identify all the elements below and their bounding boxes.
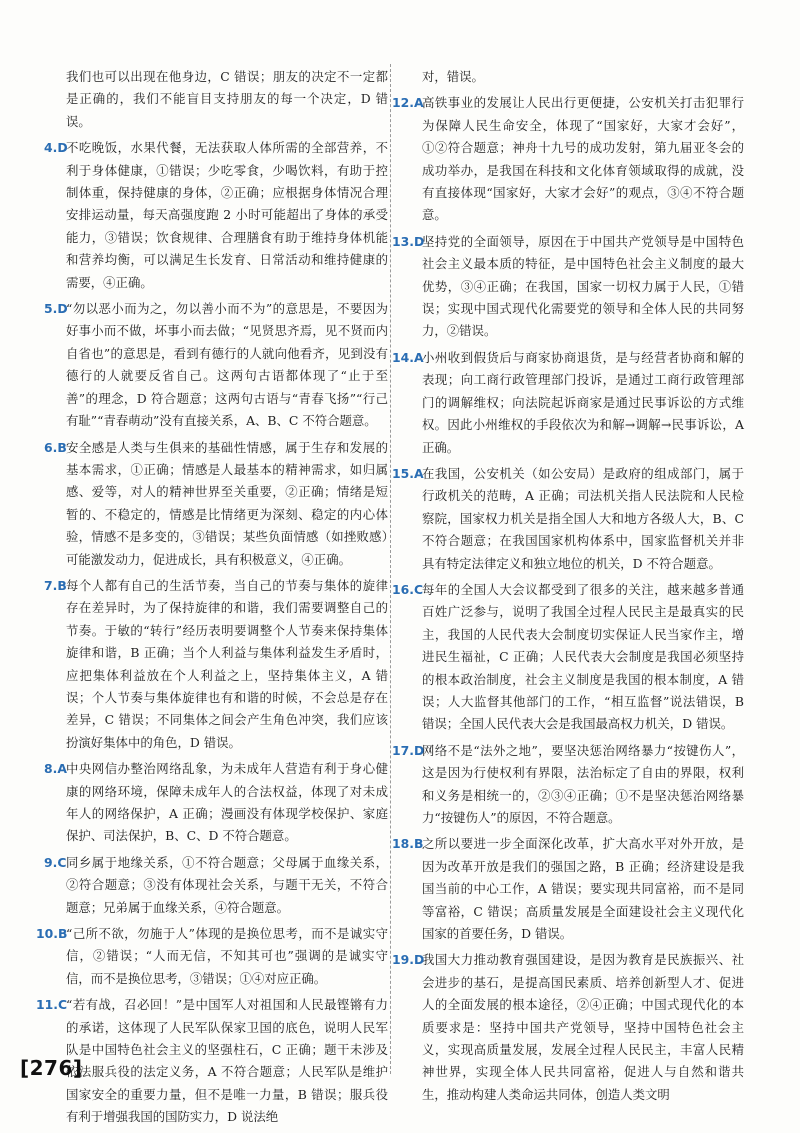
answer-item <box>392 833 744 945</box>
question-number: 16.C <box>392 581 424 597</box>
answer-text: 同乡属于地缘关系，①不符合题意；父母属于血缘关系，②符合题意；③没有体现社会关系，与题干无关，不符合题意；兄弟属于血缘关系，④符合题意。 <box>66 854 388 915</box>
answer-item <box>44 575 388 754</box>
question-number: 4.D <box>44 140 68 156</box>
answer-text: 我国大力推动教育强国建设，是因为教育是民族振兴、社会进步的基石，是提高国民素质、培养创新型人才、促进人的全面发展的根本途径，②④正确；中国式现代化的本质要求是：坚持中国共产党领导，坚持中国特色社会主义，实现高质量发展，发展全过程人民民主，丰富人民精神世界，实现全体人民共同富裕，促进人与自然和谐共生，推动构建人类命运共同体，创造人类文明 <box>422 952 744 1102</box>
answer-text: 中央网信办整治网络乱象，为未成年人营造有利于身心健康的网络环境，保障未成年人的合法权益，体现了对未成年人的网络保护，A 正确；漫画没有体现学校保护、家庭保护、司法保护，B、C、D 不符合题意。 <box>66 761 388 844</box>
question-number: 8.A <box>44 761 67 777</box>
question-number: 6.B <box>44 439 67 455</box>
answer-item <box>36 923 388 990</box>
question-number: 12.A <box>392 95 424 111</box>
question-number: 9.C <box>44 854 67 870</box>
answer-text: 每个人都有自己的生活节奏，当自己的节奏与集体的旋律存在差异时，为了保持旋律的和谐，我们需要调整自己的节奏。于敏的“转行”经历表明要调整个人节奏来保持集体旋律和谐，B 正确；当个人利益与集体利益发生矛盾时，应把集体利益放在个人利益之上，坚持集体主义，A 错误；个人节奏与集体旋律也有和谐的时候，不会总是存在差异，C 错误；不同集体之间会产生角色冲突，我们应该扮演好集体中的角色，D 错误。 <box>66 577 388 750</box>
question-number: 7.B <box>44 577 67 593</box>
answer-item <box>392 463 744 575</box>
answer-text: 不吃晚饭，水果代餐，无法获取人体所需的全部营养，不利于身体健康，①错误；少吃零食，少喝饮料，有助于控制体重，保持健康的身体，②正确；应根据身体情况合理安排运动量，每天高强度跑 2 小时可能超出了身体的承受能力，③错误；饮食规律、合理膳食有助于维持身体机能和营养均衡，可以满足生长发育、日常活动和维持健康的需要，④正确。 <box>66 140 388 290</box>
question-number: 18.B <box>392 836 424 852</box>
question-number: 5.D <box>44 301 68 317</box>
question-number: 15.A <box>392 465 424 481</box>
answer-text: 高铁事业的发展让人民出行更便捷，公安机关打击犯罪行为保障人民生命安全，体现了“国家好，大家才会好”，①②符合题意；神舟十九号的成功发射，第九届亚冬会的成功举办，是我国在科技和文化体育领域取得的成就，没有直接体现“国家好，大家才会好”的观点，③④不符合题意。 <box>422 95 744 223</box>
answer-item <box>392 949 744 1106</box>
answer-item <box>44 758 388 848</box>
question-number: 14.A <box>392 349 424 365</box>
question-number: 13.D <box>392 233 425 249</box>
question-number: 17.D <box>392 742 425 758</box>
answer-item <box>44 137 388 294</box>
answer-text: 坚持党的全面领导，原因在于中国共产党领导是中国特色社会主义最本质的特征，是中国特色社会主义制度的最大优势，③④正确；在我国，国家一切权力属于人民，①错误；实现中国式现代化需要党的领导和全体人民的共同努力，②错误。 <box>422 233 744 339</box>
answer-text: “勿以恶小而为之，勿以善小而不为”的意思是，不要因为好事小而不做，坏事小而去做；“见贤思齐焉，见不贤而内自省也”的意思是，看到有德行的人就向他看齐，见到没有德行的人就要反省自己。这两句古语都体现了“止于至善”的理念，D 符合题意；这两句古语与“青春飞扬”“行己有耻”“青春萌动”没有直接关系，A、B、C 不符合题意。 <box>66 301 388 429</box>
question-number: 19.D <box>392 952 425 968</box>
answer-item <box>400 66 744 88</box>
answer-item <box>36 994 388 1128</box>
answer-item <box>44 437 388 571</box>
answer-text: 安全感是人类与生俱来的基础性情感，属于生存和发展的基本需求，①正确；情感是人最基本的精神需求，如归属感、爱等，对人的精神世界至关重要，②正确；情绪是短暂的、不稳定的，情感是比情绪更为深刻、稳定的内心体验，情感不是多变的，③错误；某些负面情感（如挫败感）可能激发动力，促进成长，具有积极意义，④正确。 <box>66 439 388 567</box>
answer-item <box>392 92 744 226</box>
answer-text: 每年的全国人大会议都受到了很多的关注，越来越多普通百姓广泛参与，说明了我国全过程人民民主是最真实的民主，我国的人民代表大会制度切实保证人民当家作主，增进民生福祉，C 正确；人民代表大会制度是我国必须坚持的根本政治制度，社会主义制度是我国的根本制度，A 错误；人大监督其他部门的工作，“相互监督”说法错误，B 错误；全国人民代表大会是我国最高权力机关，D 错误。 <box>422 581 744 732</box>
answer-item <box>392 740 744 830</box>
answer-text: 小州收到假货后与商家协商退货，是与经营者协商和解的表现；向工商行政管理部门投诉，是通过工商行政管理部门的调解维权；向法院起诉商家是通过民事诉讼的方式维权。因此小州维权的手段依次为和解→调解→民事诉讼，A 正确。 <box>422 349 744 455</box>
answer-text: 对，错误。 <box>422 69 484 84</box>
answer-text: “若有战，召必回！”是中国军人对祖国和人民最铿锵有力的承诺，这体现了人民军队保家卫国的底色，说明人民军队是中国特色社会主义的坚强柱石，C 正确；题干未涉及依法服兵役的法定义务，A 不符合题意；人民军队是维护国家安全的重要力量，但不是唯一力量，B 错误；服兵役有利于增强我国的国防实力，D 说法绝 <box>66 997 388 1125</box>
answer-text: 在我国，公安机关（如公安局）是政府的组成部门，属于行政机关的范畴，A 正确；司法机关指人民法院和人民检察院，国家权力机关是指全国人大和地方各级人大，B、C 不符合题意；在我国国家机构体系中，国家监督机关并非具有特定法律定义和独立地位的机关，D 不符合题意。 <box>422 465 744 571</box>
column-divider <box>390 64 391 1074</box>
answer-text: 我们也可以出现在他身边，C 错误；朋友的决定不一定都是正确的，我们不能盲目支持朋友的每一个决定，D 错误。 <box>66 69 388 129</box>
answer-item <box>44 66 388 133</box>
answer-text: 之所以要进一步全面深化改革，扩大高水平对外开放，是因为改革开放是我们的强国之路，B 正确；经济建设是我国当前的中心工作，A 错误；要实现共同富裕，而不是同等富裕，C 错误；高质量发展是全面建设社会主义现代化国家的首要任务，D 错误。 <box>422 836 744 942</box>
question-number: 11.C <box>36 997 68 1013</box>
page-number: [276] <box>20 1056 83 1080</box>
answer-text: “己所不欲，勿施于人”体现的是换位思考，而不是诚实守信，②错误；“人而无信，不知其可也”强调的是诚实守信，而不是换位思考，③错误；①④对应正确。 <box>66 926 388 986</box>
answer-item <box>392 579 744 736</box>
answer-text: 网络不是“法外之地”，要坚决惩治网络暴力“按键伤人”，这是因为行使权利有界限，法治标定了自由的界限，权利和义务是相统一的，②③④正确；①不是坚决惩治网络暴力“按键伤人”的原因，不符合题意。 <box>422 742 744 825</box>
right-column <box>392 66 744 1110</box>
answer-item <box>44 852 388 919</box>
answer-item <box>44 298 388 432</box>
answer-item <box>392 347 744 459</box>
left-column <box>36 66 388 1133</box>
question-number: 10.B <box>36 926 68 942</box>
answer-item <box>392 231 744 343</box>
